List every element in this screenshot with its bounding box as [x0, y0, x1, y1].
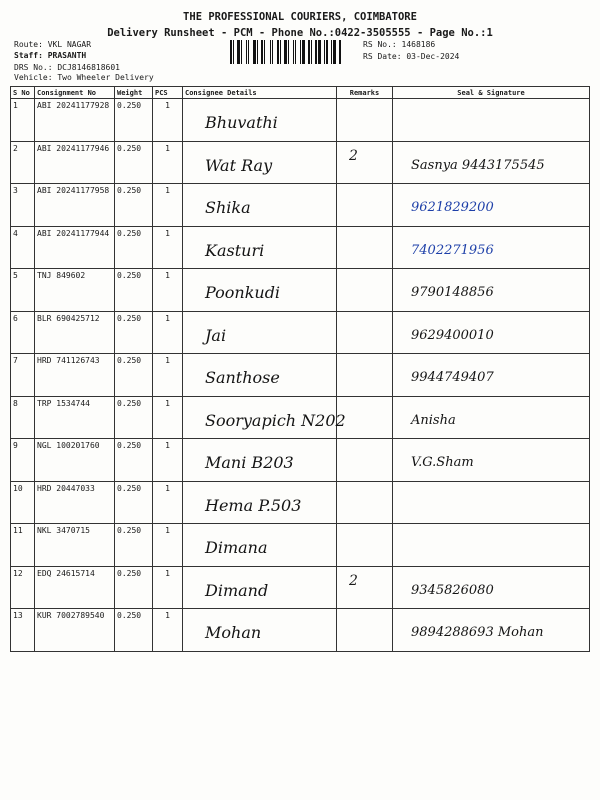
col-pcs: PCS	[153, 87, 183, 99]
table-row	[11, 609, 590, 652]
cell-signature	[393, 524, 590, 567]
cell-consignee-text: Santhose	[205, 368, 280, 387]
cell-consignee-text: Hema P.503	[205, 495, 302, 515]
cell-consignment: ABI 20241177946	[35, 141, 115, 184]
cell-pcs: 1	[153, 524, 183, 567]
cell-signature-text: V.G.Sham	[411, 455, 474, 470]
cell-pcs: 1	[153, 311, 183, 354]
route-label: Route: VKL NAGAR	[14, 40, 92, 49]
cell-consignee	[183, 481, 337, 524]
cell-pcs: 1	[153, 609, 183, 652]
cell-weight: 0.250	[115, 354, 153, 397]
cell-sno: 11	[11, 524, 35, 567]
cell-pcs: 1	[153, 269, 183, 312]
cell-sno: 1	[11, 99, 35, 142]
cell-sno: 5	[11, 269, 35, 312]
cell-signature	[393, 226, 590, 269]
cell-signature	[393, 141, 590, 184]
cell-remarks	[337, 396, 393, 439]
table-row	[11, 439, 590, 482]
cell-pcs: 1	[153, 226, 183, 269]
runsheet-subtitle: Delivery Runsheet - PCM - Phone No.:0422-3505555 - Page No.:1	[107, 27, 493, 39]
cell-consignee	[183, 524, 337, 567]
cell-sno: 4	[11, 226, 35, 269]
cell-consignee-text: Mohan	[205, 623, 262, 642]
cell-consignee	[183, 396, 346, 439]
cell-sno: 10	[11, 481, 35, 524]
table-row	[11, 354, 590, 397]
col-consignment: Consignment No	[35, 87, 115, 99]
col-weight: Weight	[115, 87, 153, 99]
cell-remarks	[337, 481, 393, 524]
table-row	[11, 566, 590, 609]
cell-weight: 0.250	[115, 524, 153, 567]
cell-signature-text: 9790148856	[411, 285, 494, 300]
cell-weight: 0.250	[115, 99, 153, 142]
cell-signature	[393, 396, 590, 439]
cell-consignee	[183, 354, 337, 397]
table-row	[11, 269, 590, 312]
cell-consignee-text: Shika	[205, 198, 251, 217]
cell-consignment: ABI 20241177944	[35, 226, 115, 269]
cell-weight: 0.250	[115, 311, 153, 354]
barcode-image	[230, 40, 350, 64]
cell-signature-text: Anisha	[411, 412, 456, 428]
rs-number: RS No.: 1468186	[363, 40, 436, 49]
cell-remarks	[337, 141, 393, 184]
cell-pcs: 1	[153, 396, 183, 439]
cell-sno: 3	[11, 184, 35, 227]
cell-consignee	[183, 184, 337, 227]
cell-sno: 12	[11, 566, 35, 609]
cell-signature-text: 9894288693 Mohan	[411, 625, 544, 640]
cell-pcs: 1	[153, 99, 183, 142]
cell-remarks	[337, 566, 393, 609]
cell-consignment: EDQ 24615714	[35, 566, 115, 609]
table-row	[11, 226, 590, 269]
table-row	[11, 184, 590, 227]
cell-consignment: NKL 3470715	[35, 524, 115, 567]
cell-signature-text: 9944749407	[411, 370, 494, 385]
cell-pcs: 1	[153, 354, 183, 397]
cell-weight: 0.250	[115, 609, 153, 652]
cell-remarks	[337, 269, 393, 312]
cell-remarks	[337, 184, 393, 227]
cell-signature	[393, 354, 590, 397]
col-remarks: Remarks	[337, 87, 393, 99]
cell-consignee	[183, 99, 337, 142]
cell-pcs: 1	[153, 141, 183, 184]
cell-consignee-text: Poonkudi	[205, 283, 281, 302]
cell-sno: 7	[11, 354, 35, 397]
cell-weight: 0.250	[115, 396, 153, 439]
cell-sno: 6	[11, 311, 35, 354]
cell-consignment: BLR 690425712	[35, 311, 115, 354]
cell-pcs: 1	[153, 439, 183, 482]
cell-remarks	[337, 439, 393, 482]
cell-consignee	[183, 226, 337, 269]
cell-signature	[393, 269, 590, 312]
cell-signature	[393, 311, 590, 354]
cell-consignee-text: Wat Ray	[205, 155, 273, 175]
cell-consignment: HRD 741126743	[35, 354, 115, 397]
cell-sno: 13	[11, 609, 35, 652]
cell-signature	[393, 99, 590, 142]
table-header-row	[11, 87, 590, 99]
cell-pcs: 1	[153, 566, 183, 609]
cell-consignee	[183, 269, 337, 312]
cell-consignee	[183, 566, 337, 609]
cell-signature	[393, 439, 590, 482]
table-row	[11, 311, 590, 354]
cell-consignment: TNJ 849602	[35, 269, 115, 312]
cell-sno: 8	[11, 396, 35, 439]
cell-remarks	[337, 226, 393, 269]
cell-consignment: TRP 1534744	[35, 396, 115, 439]
cell-consignee-text: Sooryapich N202	[205, 410, 346, 430]
cell-sno: 2	[11, 141, 35, 184]
cell-consignee-text: Jai	[205, 325, 227, 345]
cell-consignee-text: Dimand	[205, 580, 269, 600]
cell-signature	[393, 566, 590, 609]
cell-weight: 0.250	[115, 439, 153, 482]
cell-consignee-text: Dimana	[205, 538, 268, 557]
col-signature: Seal & Signature	[393, 87, 590, 99]
cell-remarks	[337, 311, 393, 354]
table-row	[11, 99, 590, 142]
cell-signature-text: 9621829200	[411, 200, 494, 215]
cell-signature	[393, 184, 590, 227]
cell-consignee	[183, 141, 337, 184]
cell-consignee-text: Kasturi	[205, 240, 265, 260]
cell-remarks	[337, 524, 393, 567]
cell-remarks-text: 2	[349, 147, 358, 164]
table-row	[11, 396, 590, 439]
cell-pcs: 1	[153, 481, 183, 524]
table-row	[11, 481, 590, 524]
cell-sno: 9	[11, 439, 35, 482]
cell-consignee	[183, 439, 337, 482]
vehicle-label: Vehicle: Two Wheeler Delivery	[14, 73, 154, 82]
cell-weight: 0.250	[115, 226, 153, 269]
cell-weight: 0.250	[115, 269, 153, 312]
runsheet-table	[10, 86, 590, 652]
col-sno: S No	[11, 87, 35, 99]
drs-number: DRS No.: DCJ8146818601	[14, 63, 120, 72]
rs-date: RS Date: 03-Dec-2024	[363, 52, 460, 61]
cell-weight: 0.250	[115, 481, 153, 524]
cell-pcs: 1	[153, 184, 183, 227]
cell-signature	[393, 481, 590, 524]
cell-signature-text: Sasnya 9443175545	[411, 157, 545, 173]
table-row	[11, 141, 590, 184]
cell-remarks	[337, 99, 393, 142]
cell-signature-text: 7402271956	[411, 242, 494, 258]
cell-weight: 0.250	[115, 566, 153, 609]
cell-weight: 0.250	[115, 141, 153, 184]
cell-consignment: NGL 100201760	[35, 439, 115, 482]
cell-consignment: KUR 7002789540	[35, 609, 115, 652]
cell-signature-text: 9345826080	[411, 582, 494, 598]
cell-consignment: HRD 20447033	[35, 481, 115, 524]
cell-consignee-text: Bhuvathi	[205, 113, 278, 132]
cell-consignee	[183, 609, 337, 652]
cell-remarks-text: 2	[349, 572, 358, 589]
cell-remarks	[337, 354, 393, 397]
col-consignee: Consignee Details	[183, 87, 337, 99]
company-title: THE PROFESSIONAL COURIERS, COIMBATORE	[183, 11, 417, 23]
staff-label: Staff: PRASANTH	[14, 51, 87, 60]
table-row	[11, 524, 590, 567]
cell-signature-text: 9629400010	[411, 327, 494, 343]
cell-weight: 0.250	[115, 184, 153, 227]
cell-remarks	[337, 609, 393, 652]
cell-consignment: ABI 20241177958	[35, 184, 115, 227]
cell-consignee-text: Mani B203	[205, 453, 294, 472]
cell-consignment: ABI 20241177928	[35, 99, 115, 142]
cell-consignee	[183, 311, 337, 354]
cell-signature	[393, 609, 590, 652]
